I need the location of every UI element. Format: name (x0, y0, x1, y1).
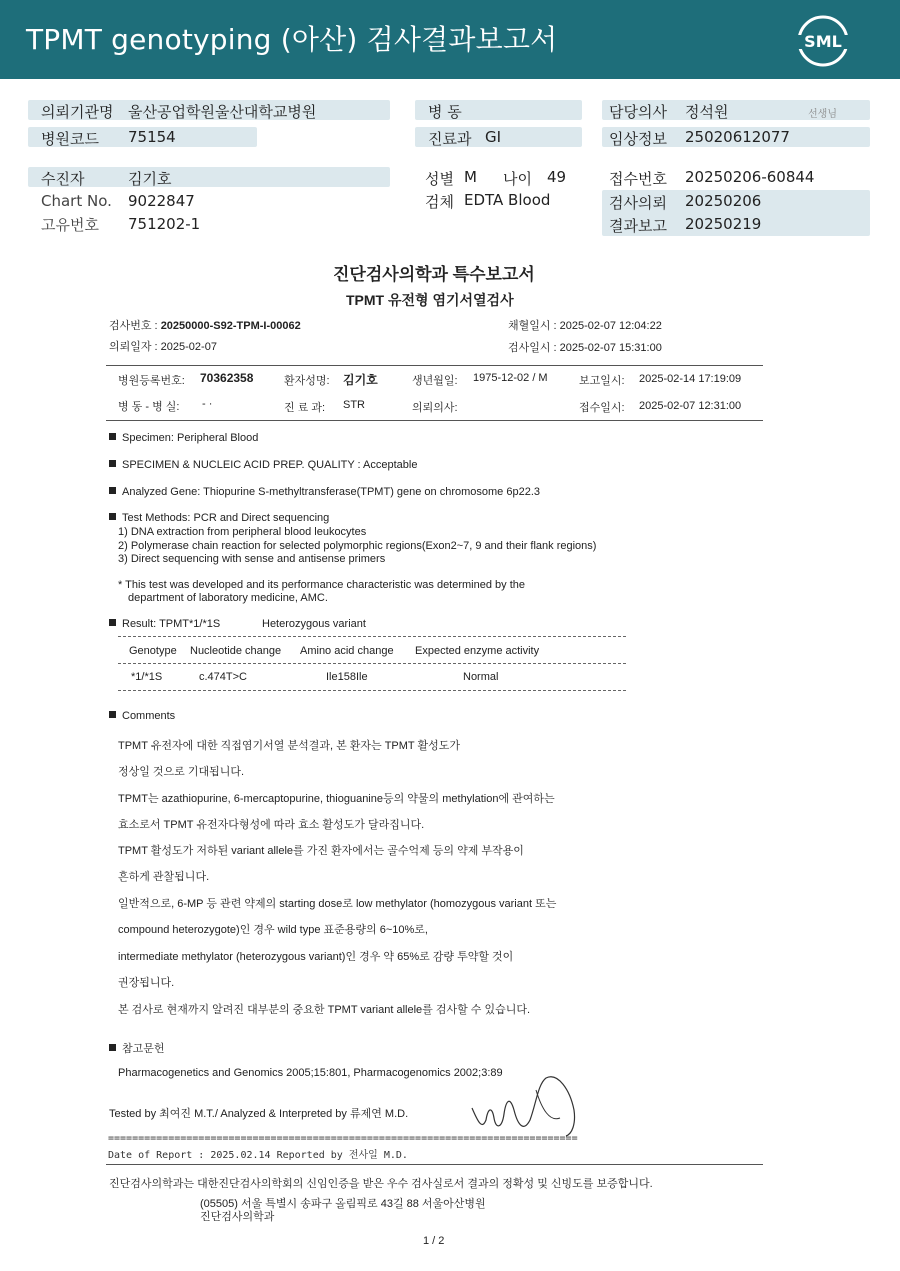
collected-time: 채혈일시 : 2025-02-07 12:04:22 (508, 320, 662, 332)
methods-line (109, 512, 329, 524)
logo-text: SML (804, 32, 842, 51)
table-header-activity: Expected enzyme activity (415, 645, 540, 657)
clinical-value: 25020612077 (685, 128, 790, 146)
doctor-value: 정석원 (685, 103, 729, 121)
institution-label: 의뢰기관명 (41, 103, 114, 121)
table-header-amino: Amino acid change (300, 645, 394, 657)
references-text: Pharmacogenetics and Genomics 2005;15:801, Pharmacogenomics 2002;3:89 (118, 1067, 503, 1079)
dept-label-report: 진 료 과: (284, 402, 326, 414)
receipt-time-value: 2025-02-07 12:31:00 (639, 400, 742, 412)
divider (106, 365, 763, 366)
comment-line: TPMT 유전자에 대한 직접염기서열 분석결과, 본 환자는 TPMT 활성도가 (118, 740, 461, 752)
report-main-title: 진단검사의학과 특수보고서 (333, 265, 535, 284)
divider (106, 1164, 763, 1165)
bullet-square-icon (109, 1044, 116, 1051)
code-value: 75154 (128, 128, 176, 146)
receipt-label: 접수번호 (609, 170, 667, 188)
comment-line: TPMT 활성도가 저하된 variant allele를 가진 환자에서는 골수억제 등의 약제 부작용이 (118, 845, 524, 857)
referring-doctor-label: 의뢰의사: (412, 402, 458, 414)
note-1: * This test was developed and its performance characteristic was determined by the (118, 579, 525, 591)
table-cell-activity: Normal (463, 671, 499, 683)
separator-line: ============================================================================== (108, 1133, 578, 1144)
comments-heading (109, 710, 175, 722)
references-heading (109, 1040, 165, 1056)
specimen-text: Specimen: Peripheral Blood (122, 432, 259, 444)
dept-value: GI (485, 128, 502, 146)
dept-label: 진료과 (428, 130, 472, 148)
institution-value: 울산공업학원울산대학교병원 (128, 103, 317, 121)
comment-line: 본 검사로 현재까지 알려진 대부분의 중요한 TPMT variant allele를 검사할 수 있습니다. (118, 1004, 531, 1016)
test-number-value: 20250000-S92-TPM-I-00062 (160, 320, 301, 332)
comment-line: 흔하게 관찰됩니다. (118, 871, 210, 883)
unique-value: 751202-1 (128, 215, 201, 233)
table-cell-nucleotide: c.474T>C (199, 671, 247, 683)
result-line (109, 618, 220, 630)
birth-value: 1975-12-02 / M (473, 372, 548, 384)
patient-label: 수진자 (41, 170, 85, 188)
result-type: Heterozygous variant (262, 618, 366, 630)
unique-label: 고유번호 (41, 216, 99, 234)
table-divider (118, 636, 626, 637)
chart-label: Chart No. (41, 192, 112, 210)
page-number: 1 / 2 (423, 1235, 445, 1247)
comment-line: 권장됩니다. (118, 977, 175, 989)
comment-line: 정상일 것으로 기대됩니다. (118, 766, 245, 778)
test-number-label: 검사번호 : (109, 320, 161, 332)
method-3: 3) Direct sequencing with sense and antisense primers (118, 553, 386, 565)
name-label: 환자성명: (284, 375, 330, 387)
table-divider (118, 663, 626, 664)
ward-room-label: 병 동 - 병 실: (118, 401, 180, 413)
clinical-label: 임상정보 (609, 130, 667, 148)
tested-time: 검사일시 : 2025-02-07 15:31:00 (508, 342, 662, 354)
receipt-value: 20250206-60844 (685, 168, 815, 186)
bullet-square-icon (109, 513, 116, 520)
hospital-address: (05505) 서울 특별시 송파구 올림픽로 43길 88 서울아산병원 (200, 1198, 486, 1210)
code-label: 병원코드 (41, 130, 99, 148)
references-label: 참고문헌 (122, 1043, 165, 1055)
method-1: 1) DNA extraction from peripheral blood leukocytes (118, 526, 367, 538)
specimen-label: 검체 (425, 193, 454, 211)
request-value: 20250206 (685, 192, 762, 210)
methods-text: Test Methods: PCR and Direct sequencing (122, 512, 330, 524)
receipt-time-label: 접수일시: (579, 402, 625, 414)
quality-text: SPECIMEN & NUCLEIC ACID PREP. QUALITY : Acceptable (122, 459, 418, 471)
request-date: 의뢰일자 : 2025-02-07 (109, 341, 217, 353)
doctor-suffix: 선생님 (808, 109, 837, 120)
tested-by: Tested by 최여진 M.T./ Analyzed & Interpreted by 류제연 M.D. (109, 1108, 409, 1120)
report-header (0, 0, 900, 79)
certification-text: 진단검사의학과는 대한진단검사의학회의 신임인증을 받은 우수 검사실로서 결과의 정확성 및 신빙도를 보증합니다. (109, 1178, 653, 1190)
date-of-report: Date of Report : 2025.02.14 Reported by 전사일 M.D. (108, 1150, 408, 1161)
bullet-square-icon (109, 433, 116, 440)
birth-label: 생년월일: (412, 375, 458, 387)
name-value: 김기호 (343, 373, 378, 387)
reg-value: 70362358 (200, 371, 254, 385)
result-genotype: Result: TPMT*1/*1S (122, 618, 221, 630)
sml-logo-icon (796, 14, 850, 68)
bullet-square-icon (109, 460, 116, 467)
comment-line: 일반적으로, 6-MP 등 관련 약제의 starting dose로 low methylator (homozygous variant 또는 (118, 898, 557, 910)
method-2: 2) Polymerase chain reaction for selected polymorphic regions(Exon2~7, 9 and their flank regions) (118, 540, 597, 552)
chart-value: 9022847 (128, 192, 195, 210)
specimen-value: EDTA Blood (464, 191, 551, 209)
age-value: 49 (547, 168, 567, 186)
comment-line: 효소로서 TPMT 유전자다형성에 따라 효소 활성도가 달라집니다. (118, 819, 425, 831)
age-label: 나이 (503, 170, 532, 188)
comment-line: TPMT는 azathiopurine, 6-mercaptopurine, thioguanine등의 약물의 methylation에 관여하는 (118, 793, 555, 805)
table-cell-genotype: *1/*1S (131, 671, 163, 683)
table-cell-amino: Ile158Ile (326, 671, 368, 683)
bullet-square-icon (109, 619, 116, 626)
patient-value: 김기호 (128, 170, 172, 188)
quality-line (109, 459, 417, 471)
sex-label: 성별 (425, 170, 454, 188)
ward-room-value: - · (202, 398, 213, 410)
table-header-genotype: Genotype (129, 645, 177, 657)
sex-value: M (464, 168, 477, 186)
report-time-label: 보고일시: (579, 375, 625, 387)
doctor-label: 담당의사 (609, 103, 667, 121)
bullet-square-icon (109, 711, 116, 718)
comment-line: intermediate methylator (heterozygous variant)인 경우 약 65%로 감량 투약할 것이 (118, 951, 514, 963)
table-header-nucleotide: Nucleotide change (190, 645, 282, 657)
specimen-line (109, 432, 258, 444)
comments-label: Comments (122, 710, 176, 722)
result-date-label: 결과보고 (609, 217, 667, 235)
table-divider (118, 690, 626, 691)
gene-line (109, 486, 540, 498)
hospital-dept: 진단검사의학과 (200, 1211, 275, 1223)
comment-line: compound heterozygote)인 경우 wild type 표준용량의 6~10%로, (118, 924, 428, 936)
request-label: 검사의뢰 (609, 194, 667, 212)
result-date-value: 20250219 (685, 215, 762, 233)
dept-value-report: STR (343, 399, 365, 411)
report-sub-title: TPMT 유전형 염기서열검사 (346, 292, 514, 308)
ward-label: 병 동 (428, 103, 462, 121)
bullet-square-icon (109, 487, 116, 494)
report-time-value: 2025-02-14 17:19:09 (639, 373, 742, 385)
signature-icon (466, 1070, 586, 1140)
reg-label: 병원등록번호: (118, 375, 185, 387)
gene-text: Analyzed Gene: Thiopurine S-methyltransferase(TPMT) gene on chromosome 6p22.3 (122, 486, 541, 498)
test-number (109, 317, 301, 333)
divider (106, 420, 763, 421)
report-title: TPMT genotyping (아산) 검사결과보고서 (26, 23, 558, 56)
note-2: department of laboratory medicine, AMC. (128, 592, 328, 604)
